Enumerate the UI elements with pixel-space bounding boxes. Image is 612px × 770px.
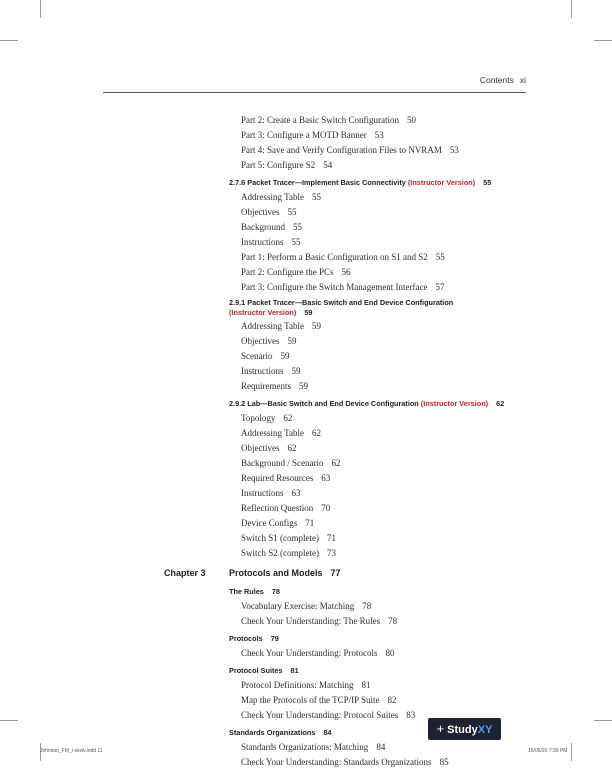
toc-entry-page: 56: [341, 267, 351, 277]
plus-icon: +: [436, 721, 445, 736]
toc-entry-title: Check Your Understanding: Standards Organizations: [241, 757, 432, 767]
toc-entry-line: [241, 250, 445, 265]
toc-entry-page: 54: [323, 160, 333, 170]
toc-entry: [0, 349, 612, 364]
toc-entry-title: Standards Organizations: Matching: [241, 742, 369, 752]
toc-entry: [0, 599, 612, 614]
toc-entry: [0, 190, 612, 205]
crop-mark: [0, 40, 18, 41]
toc-entry-line: [241, 205, 297, 220]
toc-entry-line: [241, 265, 351, 280]
toc-entry-title: Part 3: Configure the Switch Management Interface: [241, 282, 428, 292]
toc-section-title: Protocol Suites: [229, 666, 283, 675]
toc-entry-page: 55: [435, 252, 445, 262]
toc-entry: [0, 486, 612, 501]
toc-entry: [0, 280, 612, 295]
toc-entry: [0, 220, 612, 235]
toc-entry-line: [241, 379, 308, 394]
toc-entry: [0, 411, 612, 426]
instructor-version-tag: (Instructor Version): [229, 308, 297, 317]
toc-entry: [0, 426, 612, 441]
toc-entry-title: Instructions: [241, 237, 284, 247]
toc-entry-line: [241, 158, 332, 173]
toc-entry-line: [241, 755, 449, 770]
toc-entry-title: Objectives: [241, 336, 280, 346]
toc-section-line: [229, 396, 504, 411]
toc-entry: [0, 614, 612, 629]
toc-entry-page: 59: [299, 381, 308, 391]
toc-section: [0, 175, 612, 190]
toc-entry-page: 62: [331, 458, 341, 468]
toc-entry-title: Topology: [241, 413, 276, 423]
toc-entry-line: [241, 614, 397, 629]
toc-entry-line: [241, 693, 397, 708]
crop-mark: [571, 0, 572, 18]
print-slug-right: 15/05/20 7:39 PM: [528, 748, 568, 754]
toc-entry: [0, 319, 612, 334]
toc-entry-title: Switch S1 (complete): [241, 533, 319, 543]
toc-section-line: [229, 175, 491, 190]
toc-entry-page: 62: [311, 428, 321, 438]
toc-entry-page: 83: [406, 710, 416, 720]
toc-section: [0, 663, 612, 678]
toc-entry-page: 85: [439, 757, 449, 767]
crop-mark: [40, 0, 41, 18]
toc-entry: [0, 501, 612, 516]
toc-section-page: 81: [290, 666, 299, 675]
toc-entry-line: [241, 220, 302, 235]
toc-entry-page: 71: [327, 533, 336, 543]
toc-entry: [0, 364, 612, 379]
toc-section: [0, 725, 612, 740]
watermark-prefix: Study: [447, 724, 478, 736]
toc-section-title: Protocols: [229, 634, 263, 643]
toc-entry-title: Check Your Understanding: The Rules: [241, 616, 381, 626]
toc-entry-title: Background: [241, 222, 285, 232]
toc-entry-page: 55: [291, 237, 301, 247]
toc-section-line: [229, 725, 332, 740]
toc-entry-title: Map the Protocols of the TCP/IP Suite: [241, 695, 380, 705]
toc-entry-title: Check Your Understanding: Protocol Suites: [241, 710, 399, 720]
toc-entry-title: Objectives: [241, 443, 280, 453]
toc-section-page: 84: [323, 728, 332, 737]
toc-entry-line: [241, 349, 290, 364]
toc-entry-line: [241, 128, 384, 143]
toc-entry-line: [241, 456, 340, 471]
toc-entry-line: [241, 426, 321, 441]
toc-entry-line: [241, 678, 371, 693]
toc-entry-title: Addressing Table: [241, 192, 304, 202]
toc-entry-title: Addressing Table: [241, 321, 304, 331]
toc-entry-title: Part 2: Configure the PCs: [241, 267, 334, 277]
toc-entry-line: [241, 516, 314, 531]
toc-entry-page: 70: [321, 503, 331, 513]
toc-section-line: [229, 663, 299, 678]
toc-entry: [0, 471, 612, 486]
toc-section: [0, 631, 612, 646]
toc-entry: [0, 128, 612, 143]
toc-section-line: [229, 584, 280, 599]
toc-section-page: 55: [483, 178, 492, 187]
toc-entry-line: [241, 235, 301, 250]
toc-entry-page: 82: [387, 695, 397, 705]
toc-entry-line: [241, 280, 444, 295]
toc-entry-line: [241, 471, 330, 486]
toc-entry-page: 59: [311, 321, 321, 331]
toc-entry-line: [241, 546, 336, 561]
toc-entry-title: Device Configs: [241, 518, 298, 528]
toc-entry-page: 62: [287, 443, 297, 453]
toc-entry: [0, 334, 612, 349]
toc-entry-page: 62: [283, 413, 293, 423]
toc-entry-title: Protocol Definitions: Matching: [241, 680, 354, 690]
toc-entry-title: Scenario: [241, 351, 273, 361]
toc-entry: [0, 250, 612, 265]
toc-entry-title: Background / Scenario: [241, 458, 324, 468]
table-of-contents: [0, 113, 612, 770]
toc-entry-page: 55: [287, 207, 297, 217]
toc-section-page: 79: [270, 634, 279, 643]
page-number: xi: [519, 75, 526, 85]
toc-entry-line: [241, 646, 395, 661]
toc-entry: [0, 646, 612, 661]
toc-entry-page: 71: [305, 518, 315, 528]
toc-entry-title: Reflection Question: [241, 503, 314, 513]
toc-entry-title: Check Your Understanding: Protocols: [241, 648, 378, 658]
toc-entry-line: [241, 486, 301, 501]
toc-entry-line: [241, 441, 297, 456]
toc-entry: [0, 235, 612, 250]
instructor-version-tag: (Instructor Version): [407, 178, 476, 187]
toc-entry: [0, 708, 612, 723]
toc-entry-title: Part 4: Save and Verify Configuration Files to NVRAM: [241, 145, 442, 155]
toc-chapter: [0, 565, 612, 582]
toc-entry-line: [241, 501, 330, 516]
toc-entry: [0, 546, 612, 561]
toc-entry: [0, 693, 612, 708]
chapter-label: Chapter 3: [164, 568, 206, 578]
toc-entry-line: [241, 599, 371, 614]
toc-entry: [0, 441, 612, 456]
toc-section-page: 62: [496, 399, 505, 408]
toc-section-line: [229, 298, 453, 318]
toc-entry-page: 81: [361, 680, 371, 690]
toc-entry-line: [241, 113, 416, 128]
toc-entry-title: Required Resources: [241, 473, 314, 483]
toc-entry-title: Part 2: Create a Basic Switch Configuration: [241, 115, 399, 125]
toc-entry-title: Addressing Table: [241, 428, 304, 438]
toc-entry-line: [241, 364, 301, 379]
toc-entry-page: 55: [293, 222, 302, 232]
toc-entry-title: Requirements: [241, 381, 291, 391]
toc-entry-line: [241, 740, 385, 755]
toc-entry-page: 78: [362, 601, 372, 611]
toc-entry-line: [241, 334, 297, 349]
toc-entry-page: 59: [291, 366, 301, 376]
toc-entry-title: Switch S2 (complete): [241, 548, 319, 558]
toc-section: [0, 584, 612, 599]
toc-entry-title: Part 1: Perform a Basic Configuration on S1 and S2: [241, 252, 428, 262]
toc-entry-line: [241, 319, 321, 334]
running-head: [103, 74, 526, 93]
studyxy-watermark: [428, 718, 501, 740]
toc-entry-page: 80: [385, 648, 395, 658]
toc-entry: [0, 456, 612, 471]
toc-entry-line: [241, 143, 459, 158]
toc-entry-page: 59: [280, 351, 290, 361]
toc-entry-page: 78: [388, 616, 398, 626]
toc-entry-title: Instructions: [241, 488, 284, 498]
toc-entry-title: Objectives: [241, 207, 280, 217]
toc-entry-page: 84: [376, 742, 386, 752]
toc-entry-line: [241, 190, 321, 205]
toc-section-title: Standards Organizations: [229, 728, 316, 737]
toc-entry-line: [241, 708, 415, 723]
toc-section-title: 2.9.1 Packet Tracer—Basic Switch and End Device Configuration: [229, 298, 454, 307]
toc-entry: [0, 113, 612, 128]
toc-entry-title: Part 3: Configure a MOTD Banner: [241, 130, 367, 140]
crop-mark: [594, 40, 612, 41]
toc-entry-title: Vocabulary Exercise: Matching: [241, 601, 355, 611]
toc-entry: [0, 379, 612, 394]
toc-entry-page: 59: [287, 336, 297, 346]
chapter-line: [229, 565, 341, 582]
chapter-page: 77: [330, 568, 341, 578]
chapter-title: Protocols and Models: [229, 568, 323, 578]
toc-section-line: [229, 631, 279, 646]
toc-entry: [0, 143, 612, 158]
toc-section-page: 59: [304, 308, 313, 317]
toc-entry-page: 53: [374, 130, 384, 140]
toc-entry: [0, 265, 612, 280]
toc-entry-title: Part 5: Configure S2: [241, 160, 316, 170]
toc-entry-line: [241, 531, 336, 546]
toc-entry-page: 73: [327, 548, 336, 558]
toc-entry: [0, 516, 612, 531]
toc-entry-page: 63: [321, 473, 331, 483]
toc-entry: [0, 531, 612, 546]
print-slug-left: Johnson_FM_i-xxxiv.indd 11: [40, 748, 103, 754]
toc-entry-page: 50: [406, 115, 416, 125]
toc-entry-page: 55: [311, 192, 321, 202]
toc-entry-title: Instructions: [241, 366, 284, 376]
toc-entry-page: 63: [291, 488, 301, 498]
toc-entry: [0, 205, 612, 220]
instructor-version-tag: (Instructor Version): [420, 399, 489, 408]
toc-entry: [0, 755, 612, 770]
toc-entry: [0, 678, 612, 693]
toc-entry-page: 53: [449, 145, 459, 155]
toc-entry-page: 57: [435, 282, 445, 292]
running-head-title: Contents: [479, 75, 514, 85]
toc-section-title: 2.9.2 Lab—Basic Switch and End Device Configuration: [229, 399, 419, 408]
toc-section-title: 2.7.6 Packet Tracer—Implement Basic Connectivity: [229, 178, 406, 187]
toc-entry-line: [241, 411, 292, 426]
toc-section-title: The Rules: [229, 587, 264, 596]
toc-section: [0, 297, 612, 319]
watermark-suffix: XY: [477, 724, 493, 736]
toc-section-page: 78: [271, 587, 280, 596]
toc-section: [0, 396, 612, 411]
toc-entry: [0, 158, 612, 173]
